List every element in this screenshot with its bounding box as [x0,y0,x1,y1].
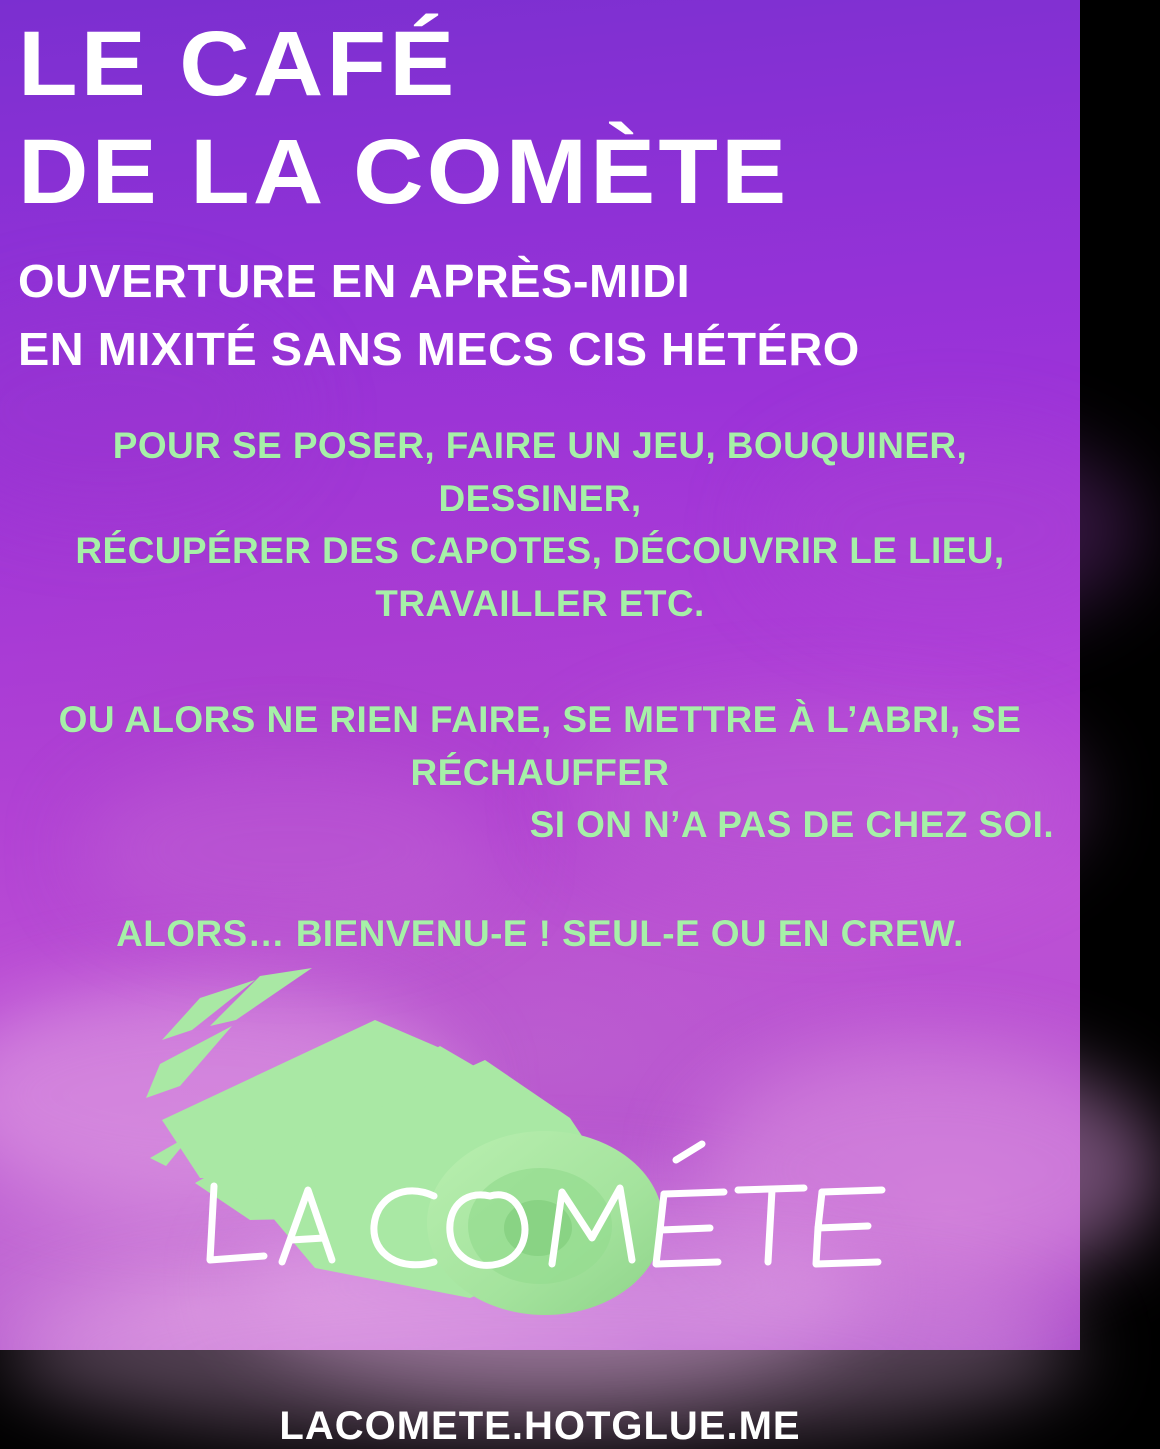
title-block [0,0,1080,376]
footer-website-url[interactable]: LACOMETE.HOTGLUE.ME [279,1404,801,1449]
poster-body [0,420,1080,960]
body-paragraph-1-line-2: RÉCUPÉRER DES CAPOTES, DÉCOUVRIR LE LIEU, TRAVAILLER ETC. [75,530,1005,624]
la-comete-wordmark [190,1138,910,1328]
poster-subtitle-line-2: EN MIXITÉ SANS MECS CIS HÉTÉRO [18,322,860,375]
spacer [26,852,1054,908]
wordmark-text: LA COMÈTE [190,1324,196,1326]
body-paragraph-3: ALORS… BIENVENU-E ! SEUL-E OU EN CREW. [116,912,964,954]
body-paragraph-1-line-1: POUR SE POSER, FAIRE UN JEU, BOUQUINER, DESSINER, [112,425,968,519]
poster-title-line-1: LE CAFÉ [18,13,458,115]
spacer [26,630,1054,694]
poster-subtitle-line-1: OUVERTURE EN APRÈS-MIDI [18,254,691,307]
comet-artwork [0,978,1080,1398]
poster-title-line-2: DE LA COMÈTE [18,120,790,223]
body-paragraph-2-line-1: OU ALORS NE RIEN FAIRE, SE METTRE À L’ABRI, SE RÉCHAUFFER [58,699,1022,793]
body-paragraph-2-line-2: SI ON N’A PAS DE CHEZ SOI. [529,804,1054,846]
